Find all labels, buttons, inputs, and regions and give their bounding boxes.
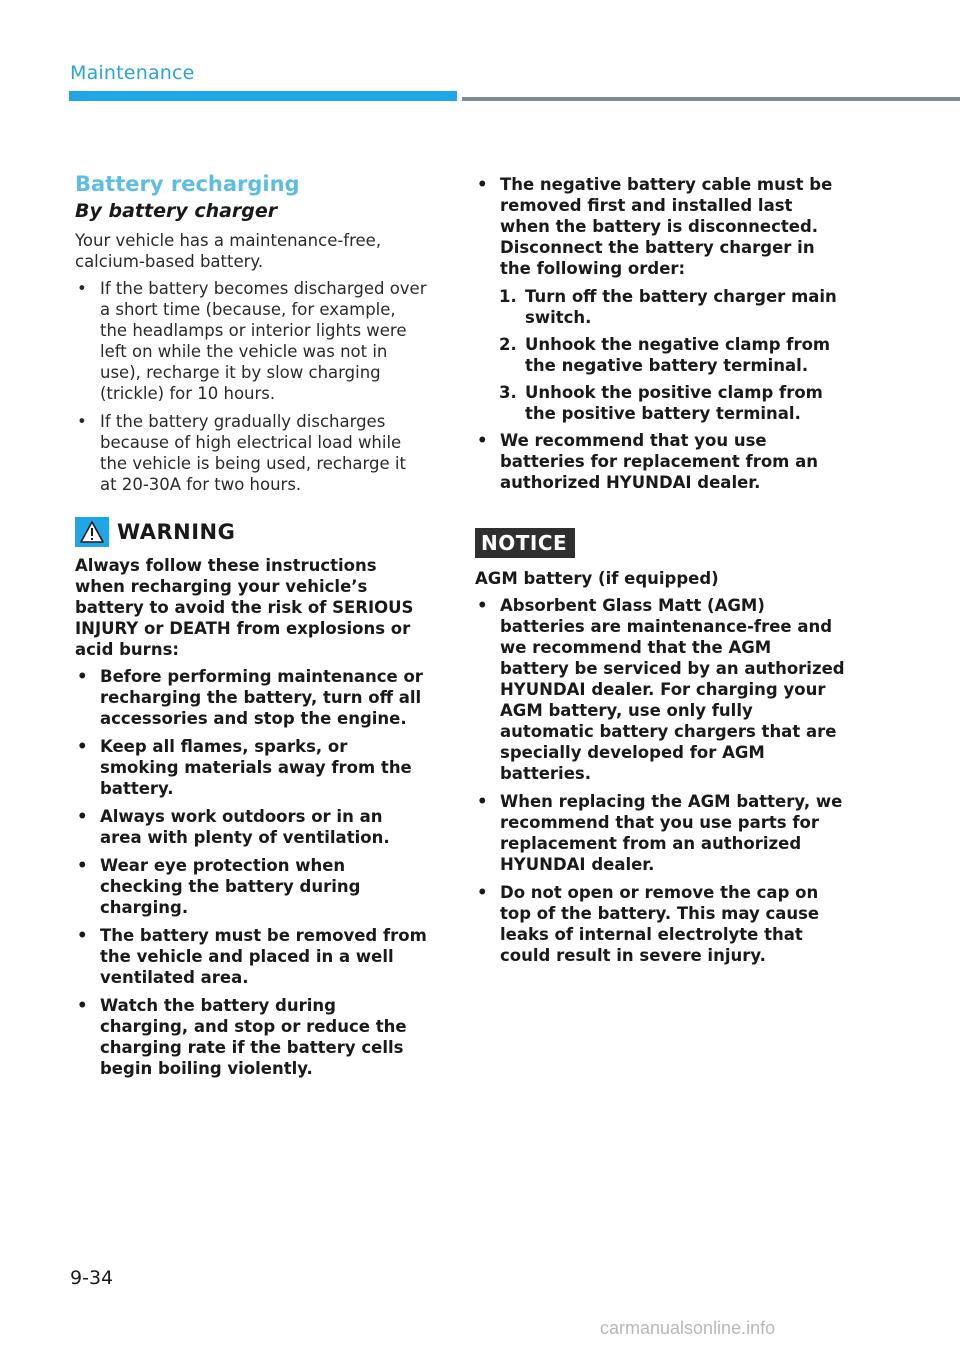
list-item-text: If the battery gradually discharges because of high electrical load while the vehicle is being used, recharge it at 20-30A for two hours.: [100, 412, 406, 494]
step-text: Unhook the positive clamp from the positive battery terminal.: [525, 383, 823, 423]
bullet-icon: •: [477, 175, 488, 194]
list-item-text: Watch the battery during charging, and stop or reduce the charging rate if the battery cells begin boiling violently.: [100, 996, 407, 1078]
header-rule-accent: [69, 91, 457, 101]
list-item: [475, 791, 845, 875]
bullet-icon: •: [77, 279, 87, 298]
list-item-text: The negative battery cable must be removed first and installed last when the battery is disconnected. Disconnect the battery charger in the following order:: [500, 175, 833, 278]
list-item: [75, 736, 427, 799]
list-item: [475, 430, 845, 493]
list-item: [75, 278, 427, 404]
notice-badge: NOTICE: [475, 528, 575, 558]
list-item: [75, 925, 427, 988]
header-rule: [462, 97, 960, 101]
list-item-text: Before performing maintenance or recharging the battery, turn off all accessories and stop the engine.: [100, 667, 423, 728]
list-item-text: Wear eye protection when checking the battery during charging.: [100, 856, 361, 917]
watermark: carmanualsonline.info: [600, 1318, 776, 1338]
bullet-icon: •: [77, 737, 88, 756]
step-item: [475, 382, 845, 424]
bullet-icon: •: [77, 856, 88, 875]
bullet-icon: •: [477, 883, 488, 902]
list-item-text: Keep all flames, sparks, or smoking materials away from the battery.: [100, 737, 412, 798]
list-item-text: Do not open or remove the cap on top of the battery. This may cause leaks of internal electrolyte that could result in severe injury.: [500, 883, 820, 965]
bullet-icon: •: [477, 792, 488, 811]
page-number: 9-34: [70, 1267, 114, 1289]
list-item: [75, 666, 427, 729]
bullet-icon: •: [477, 431, 488, 450]
list-item-text: Absorbent Glass Matt (AGM) batteries are maintenance-free and we recommend that the AGM battery be serviced by an authorized HYUNDAI dealer. For charging your AGM battery, use only fully automatic battery chargers that are specially developed for AGM batteries.: [500, 596, 845, 783]
bullet-icon: •: [77, 412, 87, 431]
warning-label: WARNING: [117, 520, 236, 544]
warning-intro: Always follow these instructions when recharging your vehicle’s battery to avoid the risk of SERIOUS INJURY or DEATH from explosions or acid burns:: [75, 556, 414, 659]
step-number: 1.: [499, 287, 517, 306]
step-number: 2.: [499, 335, 517, 354]
section-header-title: Maintenance: [70, 62, 195, 84]
right-column: [475, 172, 845, 973]
section-title: Battery recharging: [75, 172, 300, 196]
disconnect-list: [475, 174, 845, 279]
notice-list: [475, 595, 845, 966]
list-item-text: The battery must be removed from the vehicle and placed in a well ventilated area.: [100, 926, 427, 987]
step-number: 3.: [499, 383, 517, 402]
step-text: Unhook the negative clamp from the negative battery terminal.: [525, 335, 831, 375]
bullet-icon: •: [77, 667, 88, 686]
list-item: [75, 411, 427, 495]
warning-list: [75, 666, 427, 1079]
disconnect-steps: [475, 286, 845, 424]
list-item-text: When replacing the AGM battery, we recommend that you use parts for replacement from an authorized HYUNDAI dealer.: [500, 792, 843, 874]
step-item: [475, 286, 845, 328]
list-item: [75, 855, 427, 918]
list-item: [75, 995, 427, 1079]
warning-triangle-icon: [75, 517, 109, 547]
bullet-icon: •: [77, 926, 88, 945]
recommend-list: [475, 430, 845, 493]
intro-paragraph: Your vehicle has a maintenance-free, calcium-based battery.: [75, 231, 382, 271]
list-item: [475, 595, 845, 784]
sub-title: By battery charger: [75, 200, 278, 222]
notice-heading: AGM battery (if equipped): [475, 569, 719, 588]
warning-header: [75, 517, 427, 547]
list-item-text: Always work outdoors or in an area with plenty of ventilation.: [100, 807, 390, 847]
step-item: [475, 334, 845, 376]
list-item: [475, 882, 845, 966]
list-item: [475, 174, 845, 279]
bullet-icon: •: [477, 596, 488, 615]
list-item: [75, 806, 427, 848]
bullet-icon: •: [77, 996, 88, 1015]
list-item-text: We recommend that you use batteries for replacement from an authorized HYUNDAI dealer.: [500, 431, 818, 492]
step-text: Turn off the battery charger main switch.: [525, 287, 837, 327]
left-column: [75, 172, 427, 1086]
charging-bullet-list: [75, 278, 427, 495]
bullet-icon: •: [77, 807, 88, 826]
list-item-text: If the battery becomes discharged over a short time (because, for example, the headlamps or interior lights were left on while the vehicle was not in use), recharge it by slow charging (trickle) for 10 hours.: [100, 279, 427, 403]
